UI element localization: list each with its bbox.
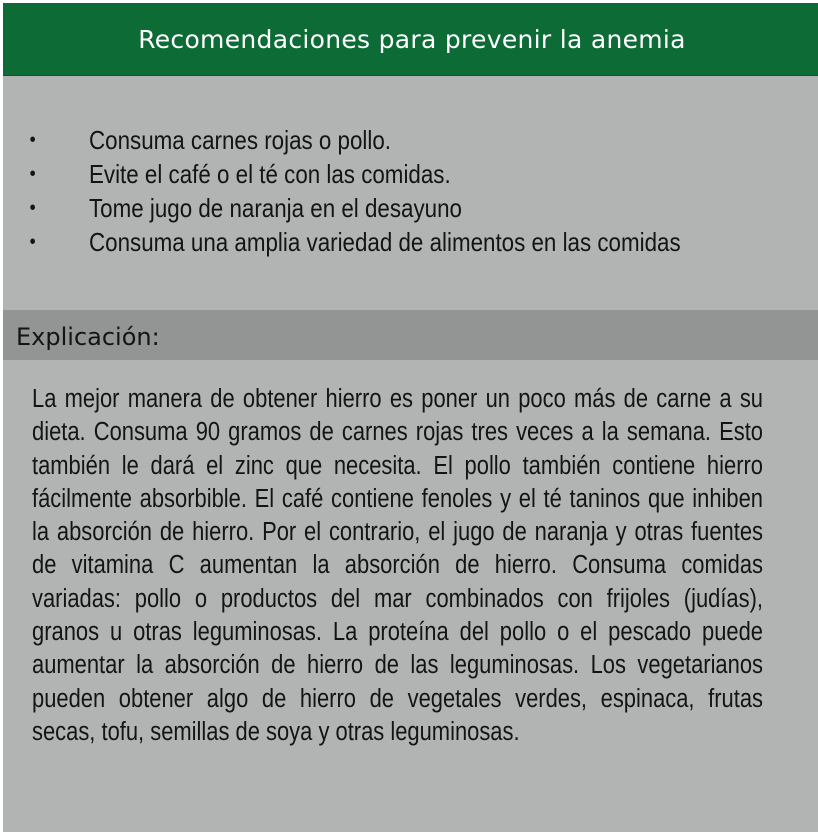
recommendations-card xyxy=(3,3,818,832)
bullet-icon: • xyxy=(29,163,36,185)
list-item-text: Evite el café o el té con las comidas. xyxy=(89,159,451,189)
bullet-icon: • xyxy=(29,129,36,151)
list-item-text: Consuma carnes rojas o pollo. xyxy=(89,125,392,155)
bullet-icon: • xyxy=(29,197,36,219)
header-banner xyxy=(3,3,818,76)
explanation-title: Explicación: xyxy=(16,323,160,351)
bullet-icon: • xyxy=(29,231,36,253)
list-item-text: Tome jugo de naranja en el desayuno xyxy=(89,193,462,223)
header-title: Recomendaciones para prevenir la anemia xyxy=(138,24,686,54)
explanation-body: La mejor manera de obtener hierro es poner un poco más de carne a su dieta. Consuma 90 gramos de carnes rojas tres veces a la semana. Esto también le dará el zinc que necesita. El pollo también contiene hierro fácilmente absorbible. El café contiene fenoles y el té taninos que inhiben la absorción de hierro. Por el contrario, el jugo de naranja y otras fuentes de vitamina C aumentan la absorción de hierro. Consuma comidas variadas: pollo o productos del mar combinados con frijoles (judías), granos u otras leguminosas. La proteína del pollo o el pescado puede aumentar la absorción de hierro de las leguminosas. Los vegetarianos pueden obtener algo de hierro de vegetales verdes, espinaca, frutas secas, tofu, semillas de soya y otras leguminosas. xyxy=(32,385,763,746)
list-item-text: Consuma una amplia variedad de alimentos en las comidas xyxy=(89,227,681,257)
explanation-section-bar xyxy=(3,310,818,360)
